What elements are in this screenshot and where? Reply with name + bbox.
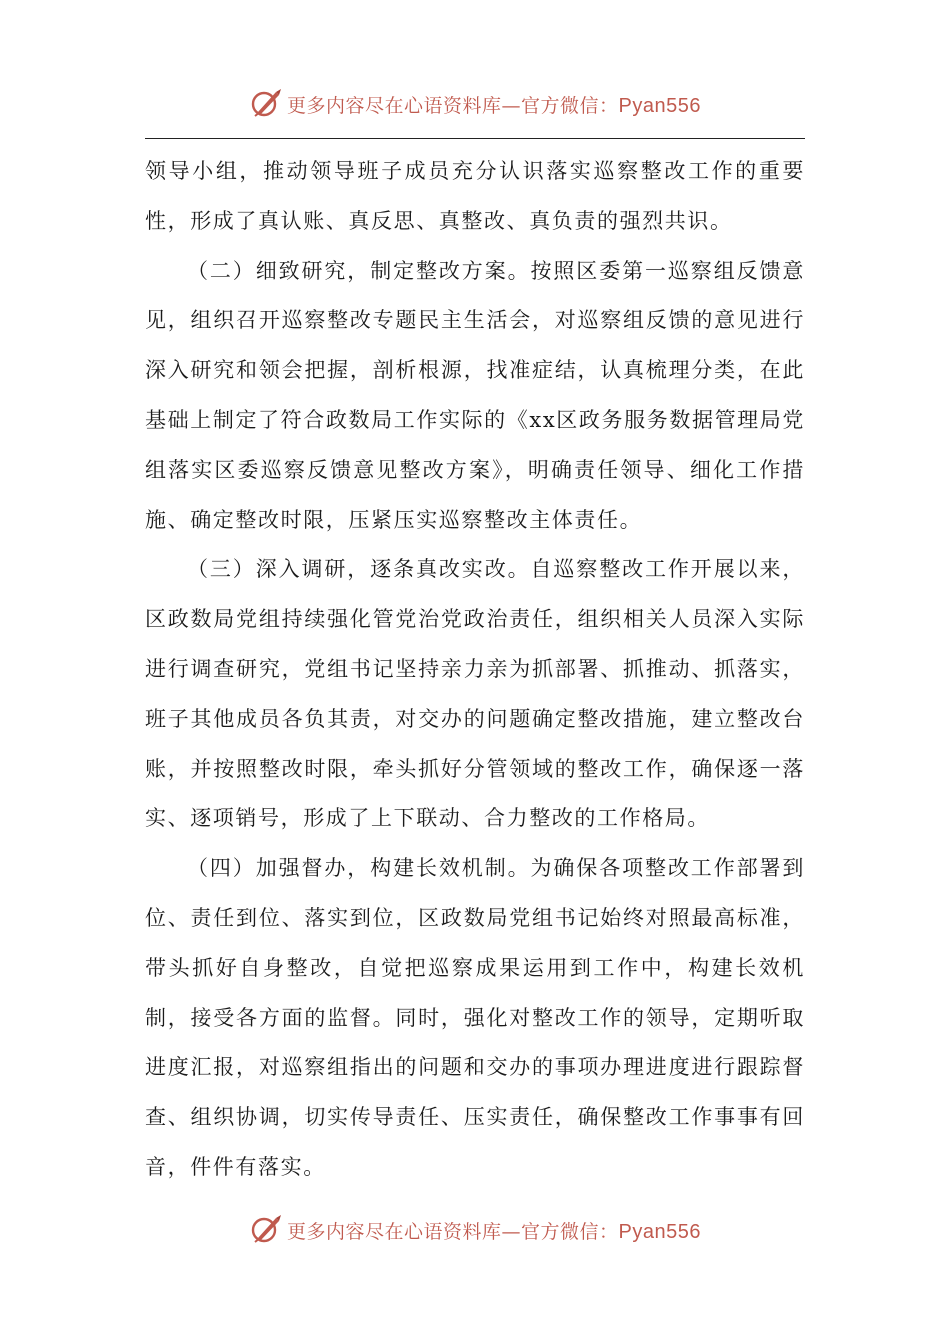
paragraph-4: （四）加强督办，构建长效机制。为确保各项整改工作部署到位、责任到位、落实到位，区政数局党组书记始终对照最高标准，带头抓好自身整改，自觉把巡察成果运用到工作中，构建长效机制，接受各方面的监督。同时，强化对整改工作的领导，定期听取进度汇报，对巡察组指出的问题和交办的事项办理进度进行跟踪督查、组织协调，切实传导责任、压实责任，确保整改工作事事有回音，件件有落实。 bbox=[145, 856, 805, 1179]
footer-banner bbox=[0, 1208, 950, 1252]
footer-banner-id: Pyan556 bbox=[618, 1220, 701, 1243]
quill-logo-icon bbox=[249, 87, 283, 121]
header-banner-text bbox=[287, 91, 701, 118]
footer-banner-text bbox=[287, 1217, 701, 1244]
paragraph-2: （二）细致研究，制定整改方案。按照区委第一巡察组反馈意见，组织召开巡察整改专题民主生活会，对巡察组反馈的意见进行深入研究和领会把握，剖析根源，找准症结，认真梳理分类，在此基础上制定了符合政数局工作实际的《xx区政务服务数据管理局党组落实区委巡察反馈意见整改方案》，明确责任领导、细化工作措施、确定整改时限，压紧压实巡察整改主体责任。 bbox=[145, 258, 805, 532]
header-banner bbox=[0, 82, 950, 126]
header-divider bbox=[145, 138, 805, 139]
quill-logo-icon bbox=[249, 1213, 283, 1247]
paragraph-1: 领导小组，推动领导班子成员充分认识落实巡察整改工作的重要性，形成了真认账、真反思、真整改、真负责的强烈共识。 bbox=[145, 159, 805, 233]
document-body bbox=[145, 147, 805, 1193]
header-banner-label: 更多内容尽在心语资料库—官方微信： bbox=[287, 94, 619, 117]
paragraph-3: （三）深入调研，逐条真改实改。自巡察整改工作开展以来，区政数局党组持续强化管党治党政治责任，组织相关人员深入实际进行调查研究，党组书记坚持亲力亲为抓部署、抓推动、抓落实，班子其他成员各负其责，对交办的问题确定整改措施，建立整改台账，并按照整改时限，牵头抓好分管领域的整改工作，确保逐一落实、逐项销号，形成了上下联动、合力整改的工作格局。 bbox=[145, 557, 805, 831]
footer-banner-label: 更多内容尽在心语资料库—官方微信： bbox=[287, 1220, 619, 1243]
header-banner-id: Pyan556 bbox=[618, 94, 701, 117]
